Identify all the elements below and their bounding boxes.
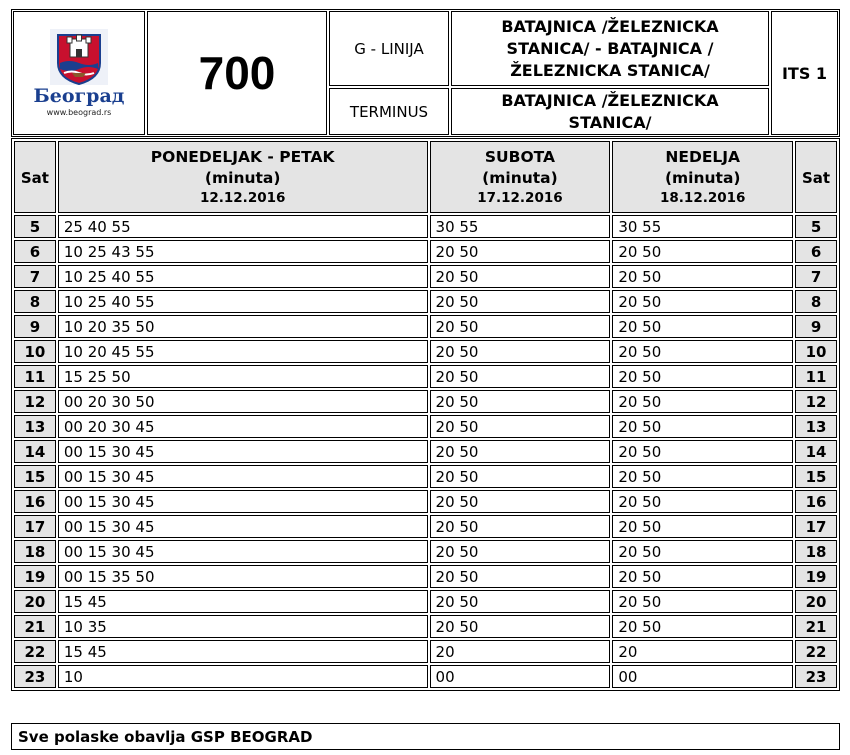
hour-cell-left: 7 — [14, 265, 56, 288]
saturday-minutes-cell: 20 50 — [430, 290, 611, 313]
hour-cell-right: 19 — [795, 565, 837, 588]
hour-cell-right: 5 — [795, 215, 837, 238]
table-row — [14, 365, 837, 388]
weekday-minutes-cell: 00 15 30 45 — [58, 540, 428, 563]
weekday-minutes-cell: 10 35 — [58, 615, 428, 638]
saturday-minutes-cell: 20 50 — [430, 315, 611, 338]
saturday-minutes-cell: 20 50 — [430, 440, 611, 463]
saturday-minutes-cell: 20 — [430, 640, 611, 663]
weekday-minutes-cell: 00 15 35 50 — [58, 565, 428, 588]
sunday-minutes-cell: 20 50 — [612, 365, 793, 388]
hour-header-right: Sat — [795, 141, 837, 213]
hour-cell-right: 16 — [795, 490, 837, 513]
weekday-minutes-cell: 00 15 30 45 — [58, 490, 428, 513]
terminus-name: BATAJNICA /ŽELEZNICKA STANICA/ — [451, 88, 769, 135]
saturday-minutes-cell: 20 50 — [430, 490, 611, 513]
hour-cell-left: 10 — [14, 340, 56, 363]
table-row — [14, 515, 837, 538]
table-row — [14, 240, 837, 263]
sunday-minutes-cell: 30 55 — [612, 215, 793, 238]
sunday-minutes-cell: 20 50 — [612, 265, 793, 288]
saturday-minutes-cell: 20 50 — [430, 265, 611, 288]
saturday-minutes-cell: 00 — [430, 665, 611, 688]
weekday-minutes-cell: 10 25 40 55 — [58, 290, 428, 313]
hour-cell-right: 9 — [795, 315, 837, 338]
weekday-minutes-cell: 10 — [58, 665, 428, 688]
sunday-minutes-cell: 00 — [612, 665, 793, 688]
zone-label: ITS 1 — [771, 11, 838, 135]
sunday-minutes-cell: 20 50 — [612, 565, 793, 588]
weekday-minutes-cell: 00 15 30 45 — [58, 515, 428, 538]
sunday-minutes-cell: 20 50 — [612, 490, 793, 513]
sunday-minutes-cell: 20 50 — [612, 465, 793, 488]
saturday-minutes-cell: 20 50 — [430, 465, 611, 488]
sunday-minutes-cell: 20 50 — [612, 515, 793, 538]
saturday-minutes-cell: 20 50 — [430, 565, 611, 588]
weekday-minutes-cell: 10 20 45 55 — [58, 340, 428, 363]
hour-cell-left: 22 — [14, 640, 56, 663]
sunday-minutes-cell: 20 — [612, 640, 793, 663]
weekday-minutes-cell: 25 40 55 — [58, 215, 428, 238]
hour-cell-right: 7 — [795, 265, 837, 288]
table-row — [14, 590, 837, 613]
table-row — [14, 490, 837, 513]
saturday-minutes-cell: 20 50 — [430, 540, 611, 563]
sunday-minutes-cell: 20 50 — [612, 440, 793, 463]
hour-cell-right: 23 — [795, 665, 837, 688]
weekday-minutes-cell: 10 25 40 55 — [58, 265, 428, 288]
hour-cell-right: 20 — [795, 590, 837, 613]
hour-cell-left: 9 — [14, 315, 56, 338]
saturday-minutes-cell: 30 55 — [430, 215, 611, 238]
weekday-minutes-cell: 15 45 — [58, 640, 428, 663]
hour-cell-left: 23 — [14, 665, 56, 688]
sunday-minutes-cell: 20 50 — [612, 240, 793, 263]
sunday-header: NEDELJA (minuta) 18.12.2016 — [612, 141, 793, 213]
hour-cell-left: 13 — [14, 415, 56, 438]
weekday-header: PONEDELJAK - PETAK (minuta) 12.12.2016 — [58, 141, 428, 213]
table-row — [14, 415, 837, 438]
logo-url: www.beograd.rs — [46, 108, 112, 117]
hour-cell-right: 11 — [795, 365, 837, 388]
city-logo — [13, 11, 145, 135]
hour-cell-left: 17 — [14, 515, 56, 538]
hour-cell-right: 17 — [795, 515, 837, 538]
sunday-minutes-cell: 20 50 — [612, 415, 793, 438]
saturday-minutes-cell: 20 50 — [430, 515, 611, 538]
table-row — [14, 540, 837, 563]
saturday-minutes-cell: 20 50 — [430, 590, 611, 613]
hour-cell-left: 11 — [14, 365, 56, 388]
hour-cell-right: 13 — [795, 415, 837, 438]
schedule-header-row — [14, 141, 837, 213]
table-row — [14, 640, 837, 663]
hour-cell-left: 16 — [14, 490, 56, 513]
line-number: 700 — [147, 11, 327, 135]
table-row — [14, 390, 837, 413]
weekday-minutes-cell: 10 25 43 55 — [58, 240, 428, 263]
sunday-minutes-cell: 20 50 — [612, 540, 793, 563]
weekday-minutes-cell: 00 20 30 45 — [58, 415, 428, 438]
hour-cell-right: 14 — [795, 440, 837, 463]
table-row — [14, 465, 837, 488]
sunday-minutes-cell: 20 50 — [612, 390, 793, 413]
hour-cell-left: 19 — [14, 565, 56, 588]
hour-cell-right: 6 — [795, 240, 837, 263]
table-row — [14, 665, 837, 688]
saturday-minutes-cell: 20 50 — [430, 340, 611, 363]
table-row — [14, 615, 837, 638]
hour-cell-left: 15 — [14, 465, 56, 488]
table-row — [14, 315, 837, 338]
hour-cell-right: 22 — [795, 640, 837, 663]
hour-cell-left: 5 — [14, 215, 56, 238]
hour-cell-right: 15 — [795, 465, 837, 488]
weekday-minutes-cell: 00 20 30 50 — [58, 390, 428, 413]
hour-cell-left: 21 — [14, 615, 56, 638]
sunday-minutes-cell: 20 50 — [612, 315, 793, 338]
table-row — [14, 340, 837, 363]
route-name: BATAJNICA /ŽELEZNICKA STANICA/ - BATAJNICA /ŽELEZNICKA STANICA/ — [451, 11, 769, 86]
hour-cell-right: 21 — [795, 615, 837, 638]
operator-note: Sve polaske obavlja GSP BEOGRAD — [11, 723, 840, 750]
saturday-minutes-cell: 20 50 — [430, 240, 611, 263]
weekday-minutes-cell: 00 15 30 45 — [58, 465, 428, 488]
saturday-header: SUBOTA (minuta) 17.12.2016 — [430, 141, 611, 213]
weekday-minutes-cell: 15 45 — [58, 590, 428, 613]
hour-cell-left: 12 — [14, 390, 56, 413]
table-row — [14, 440, 837, 463]
saturday-minutes-cell: 20 50 — [430, 365, 611, 388]
hour-header-left: Sat — [14, 141, 56, 213]
weekday-minutes-cell: 00 15 30 45 — [58, 440, 428, 463]
hour-cell-left: 20 — [14, 590, 56, 613]
sunday-minutes-cell: 20 50 — [612, 340, 793, 363]
weekday-minutes-cell: 15 25 50 — [58, 365, 428, 388]
logo-wordmark: Београд — [33, 85, 125, 107]
hour-cell-right: 8 — [795, 290, 837, 313]
hour-cell-left: 18 — [14, 540, 56, 563]
table-row — [14, 565, 837, 588]
belgrade-coat-of-arms-icon — [50, 29, 108, 85]
weekday-minutes-cell: 10 20 35 50 — [58, 315, 428, 338]
hour-cell-left: 14 — [14, 440, 56, 463]
timetable-header — [11, 9, 840, 137]
terminus-label: TERMINUS — [329, 88, 449, 135]
sunday-minutes-cell: 20 50 — [612, 590, 793, 613]
hour-cell-right: 10 — [795, 340, 837, 363]
hour-cell-right: 12 — [795, 390, 837, 413]
table-row — [14, 265, 837, 288]
line-type: G - LINIJA — [329, 11, 449, 86]
sunday-minutes-cell: 20 50 — [612, 615, 793, 638]
table-row — [14, 290, 837, 313]
saturday-minutes-cell: 20 50 — [430, 390, 611, 413]
hour-cell-right: 18 — [795, 540, 837, 563]
hour-cell-left: 8 — [14, 290, 56, 313]
schedule-body — [14, 215, 837, 688]
sunday-minutes-cell: 20 50 — [612, 290, 793, 313]
saturday-minutes-cell: 20 50 — [430, 415, 611, 438]
saturday-minutes-cell: 20 50 — [430, 615, 611, 638]
schedule-table — [11, 138, 840, 691]
table-row — [14, 215, 837, 238]
hour-cell-left: 6 — [14, 240, 56, 263]
